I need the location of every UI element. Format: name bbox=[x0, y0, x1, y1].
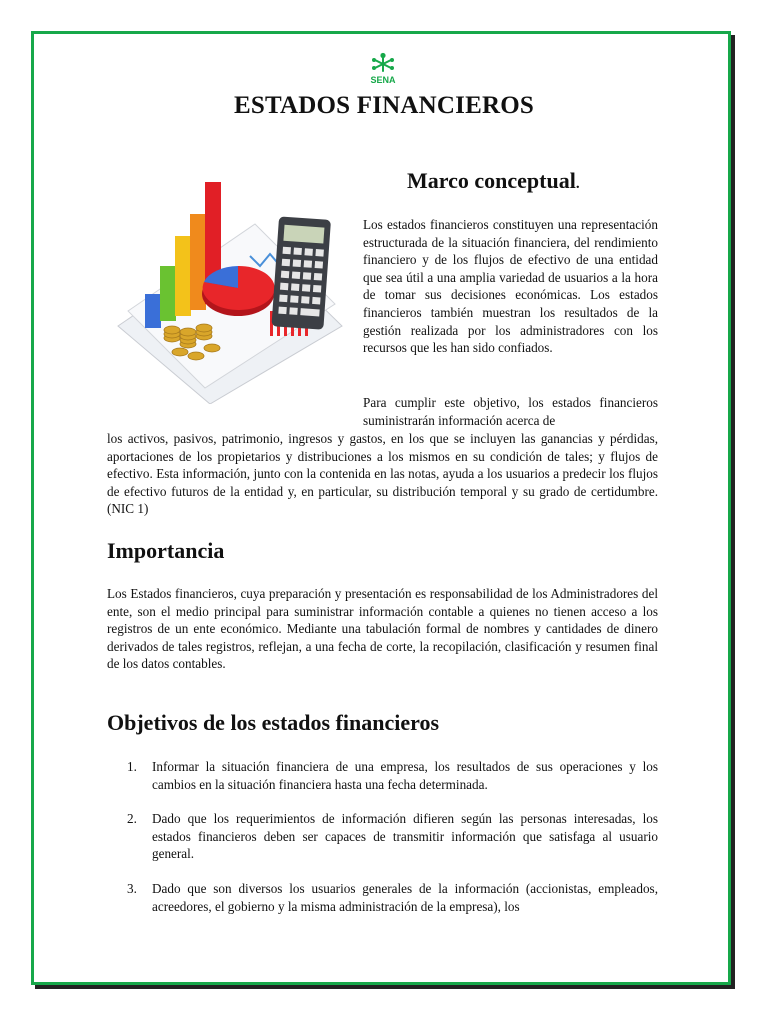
marco-paragraph-1: Los estados financieros constituyen una representación estructurada de la situación financiera, del rendimiento financiero y de los flujos de efectivo de una entidad que sea útil a una amplia variedad de usuarios a la hora de tomar sus decisiones económicas. Los estados financieros también muestran los resultados de la gestión realizada por los administradores con los recursos que les han sido confiados. bbox=[363, 217, 658, 356]
list-item bbox=[127, 810, 658, 863]
marco-paragraph-2-rest: los activos, pasivos, patrimonio, ingresos y gastos, en los que se incluyen las ganancias y pérdidas, aportaciones de los propietarios y distribuciones a los mismos en su condición de tales; y flujos de efectivo. Esta información, junto con la contenida en las notas, ayuda a los usuarios a predecir los flujos de efectivo futuros de la entidad y, en particular, su distribución temporal y su grado de certidumbre. (NIC 1) bbox=[107, 431, 658, 517]
sena-logo-icon bbox=[365, 52, 401, 86]
importancia-paragraph: Los Estados financieros, cuya preparación y presentación es responsabilidad de los Administradores del ente, son el medio principal para suministrar información contable a quienes no tienen acceso a los registros de un ente económico. Mediante una tabulación formal de nombres y cantidades de dinero derivados de tales registros, reflejan, a una fecha de corte, la recopilación, clasificación y resumen final de los datos contables. bbox=[107, 586, 658, 672]
section-title-importancia: Importancia bbox=[107, 538, 225, 563]
finance-chart-illustration bbox=[110, 176, 350, 404]
objetivos-list bbox=[127, 758, 658, 932]
list-item-text: Informar la situación financiera de una empresa, los resultados de sus operaciones y los cambios en la situación financiera hasta una fecha determinada. bbox=[152, 759, 658, 792]
list-item-number: 2. bbox=[127, 811, 137, 827]
marco-paragraph-2-intro: Para cumplir este objetivo, los estados financieros suministrarán información acerca de bbox=[363, 395, 658, 428]
list-item-number: 3. bbox=[127, 880, 137, 896]
list-item bbox=[127, 758, 658, 793]
page-title: ESTADOS FINANCIEROS bbox=[234, 92, 534, 119]
list-item-text: Dado que son diversos los usuarios generales de la información (accionistas, empleados, acreedores, el gobierno y la misma administración de la empresa), los bbox=[152, 880, 658, 914]
section-title-marco: Marco conceptual. bbox=[407, 168, 580, 193]
section-title-objetivos: Objetivos de los estados financieros bbox=[107, 710, 440, 735]
logo-text: SENA bbox=[370, 75, 396, 85]
list-item bbox=[127, 880, 658, 915]
list-item-number: 1. bbox=[127, 759, 137, 774]
list-item-text: Dado que los requerimientos de información difieren según las personas interesadas, los estados financieros deben ser capaces de transmitir información que satisfaga al usuario general. bbox=[152, 811, 658, 862]
